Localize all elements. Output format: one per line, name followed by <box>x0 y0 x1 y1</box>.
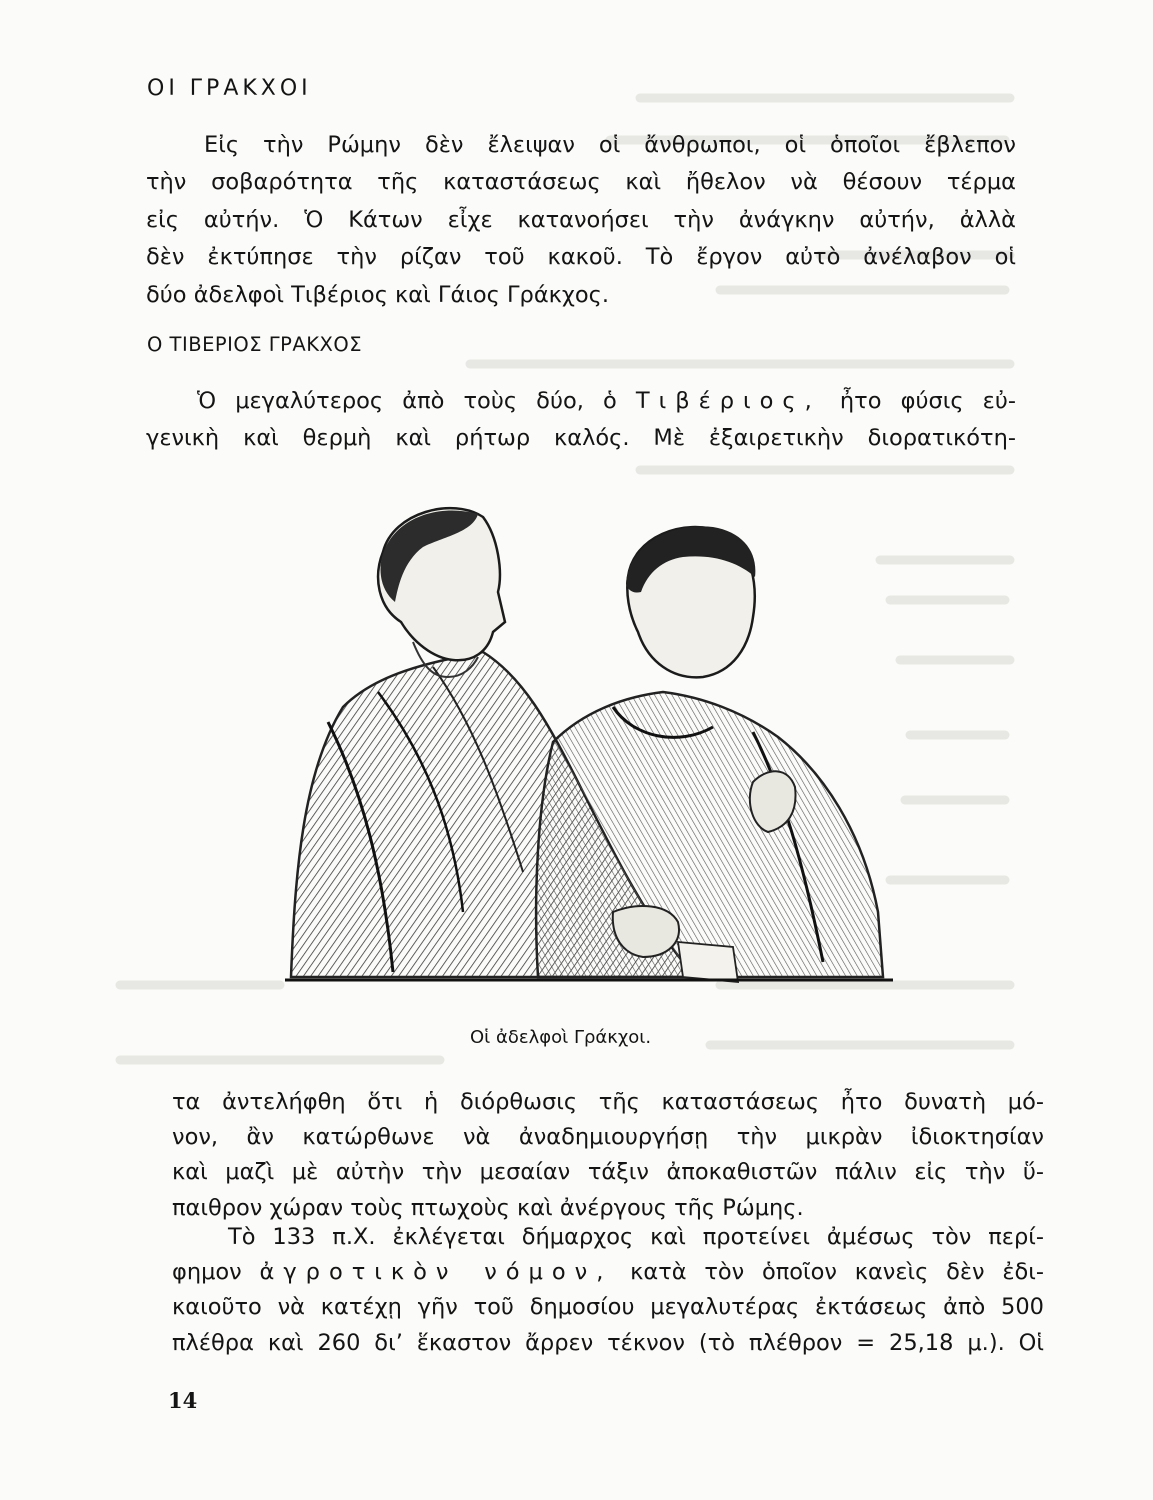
section-subheading: Ο ΤΙΒΕΡΙΟΣ ΓΡΑΚΧΟΣ <box>147 333 363 356</box>
law-line: Τὸ 133 π.Χ. ἐκλέγεται δήμαρχος καὶ προτείνει ἀμέσως τὸν περί- <box>228 1224 1044 1250</box>
law-line: πλέθρα καὶ 260 δι’ ἕκαστον ἄρρεν τέκνον (τὸ πλέθρον = 25,18 μ.). Οἱ <box>172 1329 1044 1356</box>
intro-paragraph <box>146 127 1016 314</box>
tiberius-line: γενικὴ καὶ θερμὴ καὶ ρήτωρ καλός. Μὲ ἐξαιρετικὴν διορατικότη- <box>146 425 1016 452</box>
continuation-line: καὶ μαζὶ μὲ αὐτὴν τὴν μεσαίαν τάξιν ἀποκαθιστῶν πάλιν εἰς τὴν ὕ- <box>172 1159 1044 1186</box>
continuation-paragraph <box>172 1085 1044 1226</box>
figure-caption: Οἱ ἀδελφοὶ Γράκχοι. <box>470 1027 652 1048</box>
continuation-line: νον, ἂν κατώρθωνε νὰ ἀναδημιουργήσῃ τὴν μικρὰν ἰδιοκτησίαν <box>172 1124 1044 1151</box>
intro-line: Εἰς τὴν Ρώμην δὲν ἔλειψαν οἱ ἄνθρωποι, οἱ ὁποῖοι ἔβλεπον <box>204 132 1016 158</box>
agrarian-law-term: ἀγροτικὸν νόμον, <box>259 1259 613 1286</box>
tiberius-line <box>146 383 1016 420</box>
intro-line: δὲν ἐκτύπησε τὴν ρίζαν τοῦ κακοῦ. Τὸ ἔργον αὐτὸ ἀνέλαβον οἱ <box>146 244 1016 271</box>
tiberius-name: Τιβέριος, <box>635 388 821 414</box>
intro-line: δύο ἀδελφοὶ Τιβέριος καὶ Γάιος Γράκχος. <box>146 281 610 308</box>
tiberius-text-a: Ὁ μεγαλύτερος ἀπὸ τοὺς δύο, ὁ <box>197 388 617 414</box>
law-line <box>172 1255 1044 1290</box>
agrarian-law-paragraph <box>172 1220 1044 1361</box>
intro-line: εἰς αὐτήν. Ὁ Κάτων εἶχε κατανοήσει τὴν ἀνάγκην αὐτήν, ἀλλὰ <box>146 206 1016 233</box>
gracchi-brothers-illustration <box>283 492 895 1012</box>
law-text-b: κατὰ τὸν ὁποῖον κανεὶς δὲν ἐδι- <box>630 1259 1045 1286</box>
chapter-heading: ΟΙ ΓΡΑΚΧΟΙ <box>147 76 312 101</box>
continuation-line: τα ἀντελήφθη ὅτι ἡ διόρθωσις τῆς καταστάσεως ἦτο δυνατὴ μό- <box>172 1089 1044 1115</box>
continuation-line: παιθρον χώραν τοὺς πτωχοὺς καὶ ἀνέργους τῆς Ρώμης. <box>172 1194 804 1221</box>
tiberius-text-b: ἦτο φύσις εὐ- <box>839 388 1016 414</box>
law-line: καιοῦτο νὰ κατέχῃ γῆν τοῦ δημοσίου μεγαλυτέρας ἐκτάσεως ἀπὸ 500 <box>172 1294 1044 1321</box>
page-number: 14 <box>168 1388 198 1413</box>
tiberius-paragraph <box>146 383 1016 458</box>
law-text-a: φημον <box>172 1259 242 1286</box>
intro-line: τὴν σοβαρότητα τῆς καταστάσεως καὶ ἤθελον νὰ θέσουν τέρμα <box>146 169 1016 196</box>
